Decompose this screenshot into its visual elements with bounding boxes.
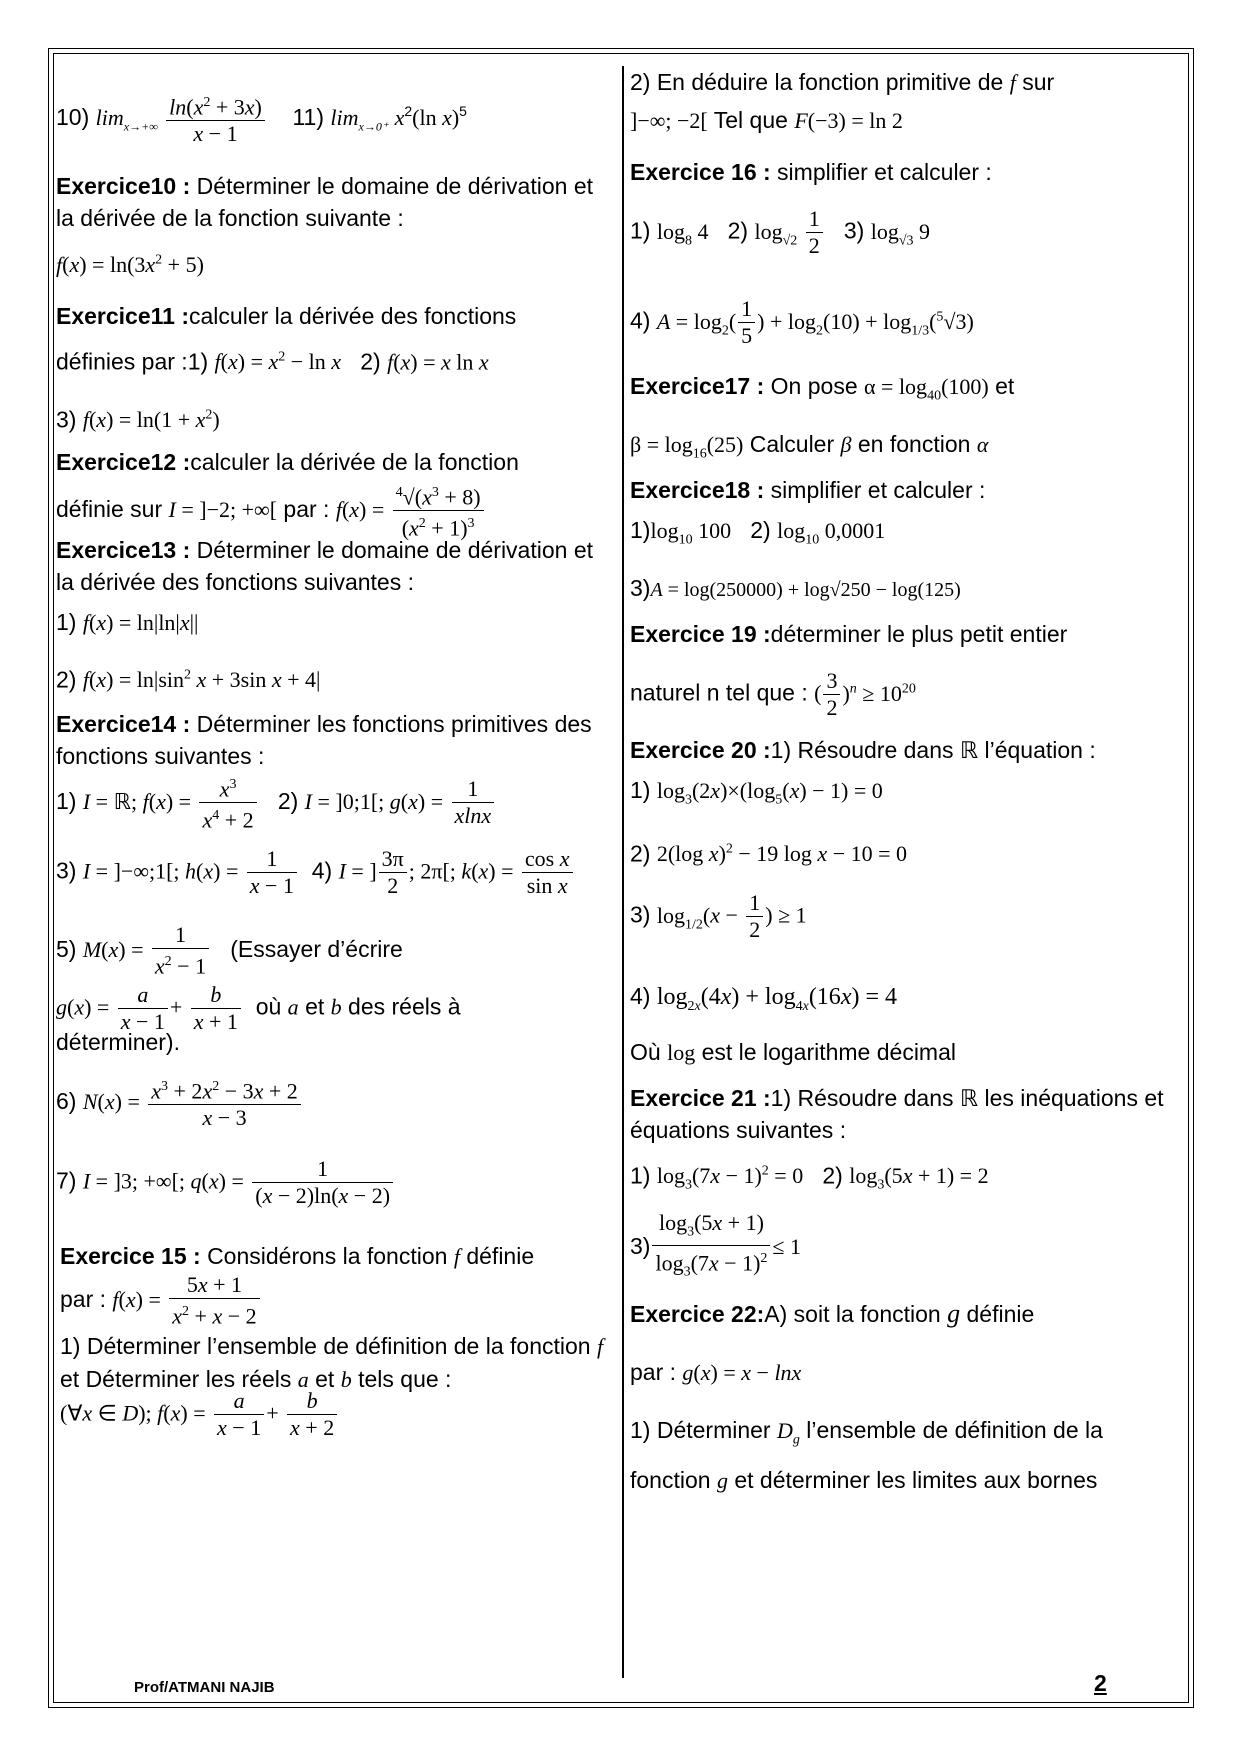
- ex18-line2: 3)A = log(250000) + log√250 − log(125): [630, 575, 961, 601]
- exercise-10: Exercice10 : Déterminer le domaine de dérivation et la dérivée de la fonction suivante :: [56, 173, 593, 231]
- ex14-line4: g(x) = $\frac{a}{x - 1}$ + $\frac{b}{x + 1}$ où a et b des réels à: [56, 982, 461, 1034]
- ex18-line1: $1)\log_{10}$ 100 2) $\log_{10} 0,0001$: [630, 517, 886, 548]
- ex22-formula: par : g(x) = x − lnx: [630, 1359, 802, 1385]
- exercise-19: Exercice 19 :déterminer le plus petit entier: [630, 621, 1068, 647]
- ex22-q1-line2: fonction g et déterminer les limites aux bornes: [630, 1467, 1098, 1493]
- exercise-14: Exercice14 : Déterminer les fonctions primitives des fonctions suivantes :: [56, 711, 592, 769]
- ex11-line3: 3) $f(x) = \ln(1 + x^2)$: [56, 406, 220, 433]
- ex20-q4: 4) $\log_{2x}(4x) + \log_{4x}(16x) = 4$: [630, 983, 897, 1014]
- ex19-line2: naturel n tel que : ( $\frac{3}{2}$ )$^n \ge 10^{20}$: [630, 668, 916, 720]
- ex13-q2: 2) $f(x) = \ln|\sin^2$ x + 3sin x + 4|: [56, 666, 321, 693]
- ex14-line6: 6) N(x) = $\frac{x^3 + 2x^2 - 3x + 2}{x - 3}$: [56, 1074, 303, 1131]
- ex15-q1: 1) Déterminer l’ensemble de définition de la fonction f et Déterminer les réels a et b tels que :: [60, 1333, 604, 1392]
- ex21-line1: 1) $\log_3(7x - 1)^2 = 0$ 2) $\log_3(5x + 1) = 2$: [630, 1162, 989, 1193]
- exercise-21: Exercice 21 :1) Résoudre dans ℝ les inéquations et équations suivantes :: [630, 1085, 1164, 1143]
- ex15-formula-2: (∀x ∈ D); f(x) = $\frac{a}{x - 1}$ + $\frac{b}{x + 2}$: [60, 1388, 339, 1441]
- ex20-note: Où log est le logarithme décimal: [630, 1039, 956, 1065]
- ex21-line2: 3) $\frac{\log_3(5x + 1)}{\log_3(7x - 1)^2}$ ≤ 1: [630, 1210, 801, 1281]
- exercise-22: Exercice 22:A) soit la fonction g définie: [630, 1299, 1035, 1328]
- exercise-18: Exercice18 : simplifier et calculer :: [630, 477, 986, 503]
- ex15-q2-line1: 2) En déduire la fonction primitive de f sur: [630, 69, 1055, 95]
- ex11-line2: définies par :1) $f(x) = x^2 - \ln x$ 2) f(x) = x ln x: [56, 348, 489, 375]
- ex14-line7: 7) I = ]3; +∞[; q(x) = $\frac{1}{(x - 2)\ln(x - 2)}$: [56, 1156, 395, 1209]
- ex20-q3: 3) $\log_{1/2}(x$ − $\frac{1}{2}$ ) ≥ 1: [630, 890, 807, 942]
- exercise-16: Exercice 16 : simplifier et calculer :: [630, 159, 992, 185]
- ex22-q1: 1) Déterminer $D_g$ l’ensemble de définition de la: [630, 1417, 1103, 1448]
- exercise-11: Exercice11 :calculer la dérivée des fonctions: [56, 303, 517, 329]
- ex17-line2: $\beta = \log_{16}(25)$ Calculer β en fonction α: [630, 431, 989, 462]
- ex20-q1: 1) $\log_3(2x)\times(\log_5(x) - 1) = 0$: [630, 777, 883, 808]
- ex15-formula: par : f(x) = $\frac{5x + 1}{x^2 + x - 2}$: [60, 1272, 262, 1329]
- limits-10-11: 10) $\lim_{x\to+\infty}$ $\frac{\ln(x^2 + 3x)}{x - 1}$ 11) $\lim_{x\to 0^+} x^2(\ln$ x)$^5$: [56, 90, 467, 147]
- exercise-20: Exercice 20 :1) Résoudre dans ℝ l’équation :: [630, 737, 1096, 763]
- ex16-line1: 1) $\log_8 4$ 2) $\log_{√2}$ $\frac{1}{2}$ 3) $\log_{√3} 9$: [630, 206, 931, 258]
- ex20-q2: 2) 2(log x)$^2$ − 19 log x − 10 = 0: [630, 840, 908, 867]
- footer-author: Prof/ATMANI NAJIB: [134, 1679, 275, 1696]
- ex14-line3: 5) M(x) = $\frac{1}{x^2 - 1}$ (Essayer d’écrire: [56, 922, 403, 979]
- ex14-line2: 3) I = ]−∞;1[; h(x) = $\frac{1}{x - 1}$ 4) I = ] $\frac{3\pi}{2}$ ; 2π[; k(x) = $\frac{\text{cos x}}{\text{sin x}}$: [56, 846, 575, 899]
- page-number: 2: [1094, 1670, 1107, 1696]
- exercise-15: Exercice 15 : Considérons la fonction f définie: [60, 1243, 535, 1269]
- ex10-formula: $f(x) = \ln(3x^2 + 5)$: [56, 252, 204, 278]
- ex16-line2: 4) $A = \log_2$( $\frac{1}{5}$ ) + $\log_2(10) + \log_{1/3}(^5√3)$: [630, 296, 974, 348]
- ex14-line5: déterminer).: [56, 1029, 180, 1055]
- exercise-12: Exercice12 :calculer la dérivée de la fonction: [56, 449, 519, 475]
- exercise-17: Exercice17 : On pose $\alpha = \log_{40}(100)$ et: [630, 373, 1015, 404]
- column-divider: [622, 66, 624, 1678]
- ex12-line2: définie sur I = ]−2; +∞[ par : f(x) = $\frac{^4√(x^3 + 8)}{(x^2 + 1)^3}$: [56, 480, 486, 542]
- ex13-q1: 1) f(x) = ln|ln|x||: [56, 609, 199, 635]
- ex14-line1: 1) I = ℝ; f(x) = $\frac{x^3}{x^4 + 2}$ 2) I = ]0;1[; g(x) = $\frac{1}{xlnx}$: [56, 772, 496, 834]
- exercise-13: Exercice13 : Déterminer le domaine de dérivation et la dérivée des fonctions suivantes :: [56, 537, 593, 595]
- ex15-q2-line2: ]−∞; −2[ Tel que F(−3) = ln 2: [630, 107, 903, 133]
